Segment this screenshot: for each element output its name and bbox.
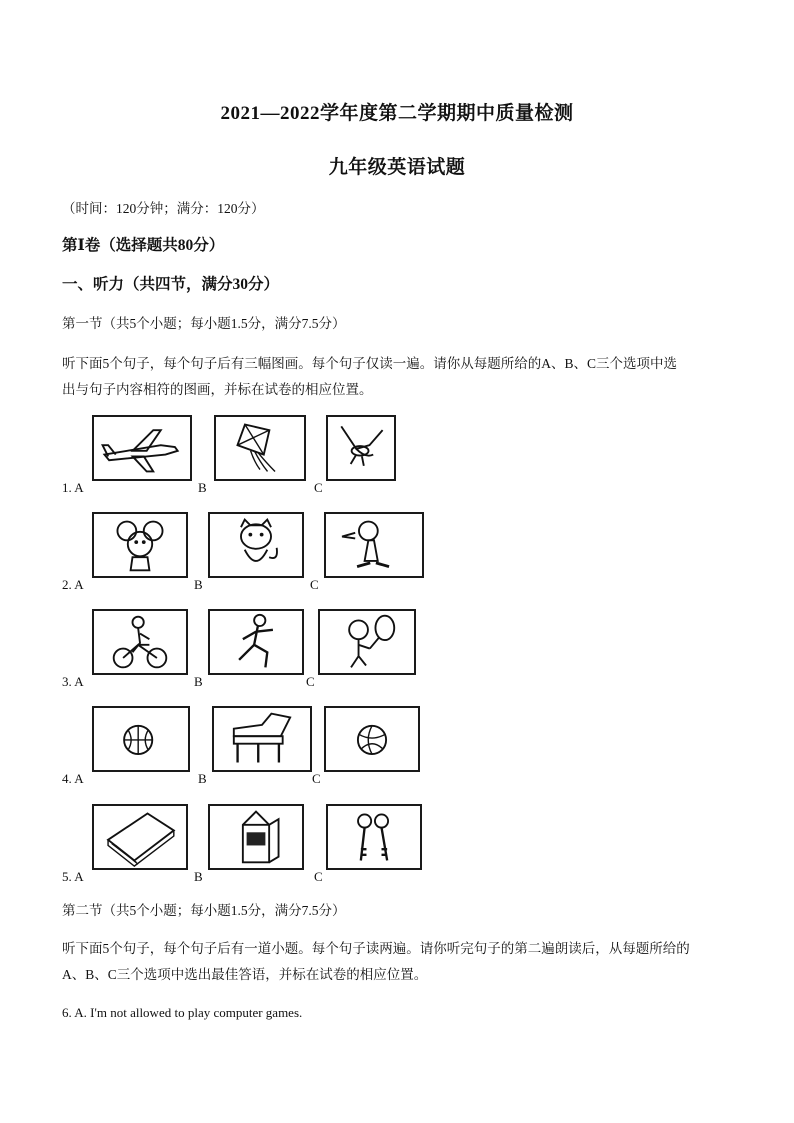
milk-carton-icon (208, 804, 304, 870)
volleyball-icon (324, 706, 420, 772)
q2-label-a: 2. A (62, 577, 84, 592)
q4-label-a: 4. A (62, 771, 84, 786)
q3-label-a: 3. A (62, 674, 84, 689)
q3-label-c: C (306, 674, 315, 689)
tennis-icon (318, 609, 416, 675)
subsection1-title: 第一节（共5个小题；每小题1.5分，满分7.5分） (62, 316, 346, 331)
subsection1-instructions-line2: 出与句子内容相符的图画，并标在试卷的相应位置。 (62, 382, 373, 397)
book-icon (92, 804, 188, 870)
q2-label-b: B (194, 577, 203, 592)
q5-label-b: B (194, 869, 203, 884)
q4-label-b: B (198, 771, 207, 786)
cycling-icon (92, 609, 188, 675)
q4-label-c: C (312, 771, 321, 786)
subsection2-instructions-line1: 听下面5个句子，每个句子后有一道小题。每个句子读两遍。请你听完句子的第二遍朗读后，从每题所给的 (62, 941, 690, 956)
cat-icon (208, 512, 304, 578)
exam-subtitle: 九年级英语试题 (328, 157, 466, 178)
subsection1-instructions-line1: 听下面5个句子，每个句子后有三幅图画。每个句子仅读一遍。请你从每题所给的A、B、C三个选项中选 (62, 356, 678, 371)
subsection2-instructions-line2: A、B、C三个选项中选出最佳答语，并标在试卷的相应位置。 (62, 967, 428, 982)
q1-label-b: B (198, 480, 207, 495)
part-title: 第Ⅰ卷（选择题共80分） (62, 237, 225, 254)
q1-label-c: C (314, 480, 323, 495)
keys-icon (326, 804, 422, 870)
q3-label-b: B (194, 674, 203, 689)
question-3 (62, 609, 462, 689)
q5-label-a: 5. A (62, 869, 84, 884)
subsection2-title: 第二节（共5个小题；每小题1.5分，满分7.5分） (62, 903, 346, 918)
question-4 (62, 706, 462, 786)
running-icon (208, 609, 304, 675)
question-1 (62, 415, 462, 495)
q5-label-c: C (314, 869, 323, 884)
kite-icon (214, 415, 306, 481)
basketball-icon (92, 706, 190, 772)
piano-icon (212, 706, 312, 772)
q2-label-c: C (310, 577, 319, 592)
question-6-option-a: 6. A. I'm not allowed to play computer games. (62, 1005, 303, 1020)
exam-title: 2021—2022学年度第二学期期中质量检测 (220, 103, 574, 124)
time-info: （时间：120分钟；满分：120分） (62, 201, 265, 216)
question-2 (62, 512, 462, 592)
airplane-icon (92, 415, 192, 481)
section-title: 一、听力（共四节，满分30分） (62, 276, 280, 293)
bird-icon (326, 415, 396, 481)
question-5 (62, 804, 462, 884)
q1-label-a: 1. A (62, 480, 84, 495)
mouse-icon (92, 512, 188, 578)
duck-icon (324, 512, 424, 578)
